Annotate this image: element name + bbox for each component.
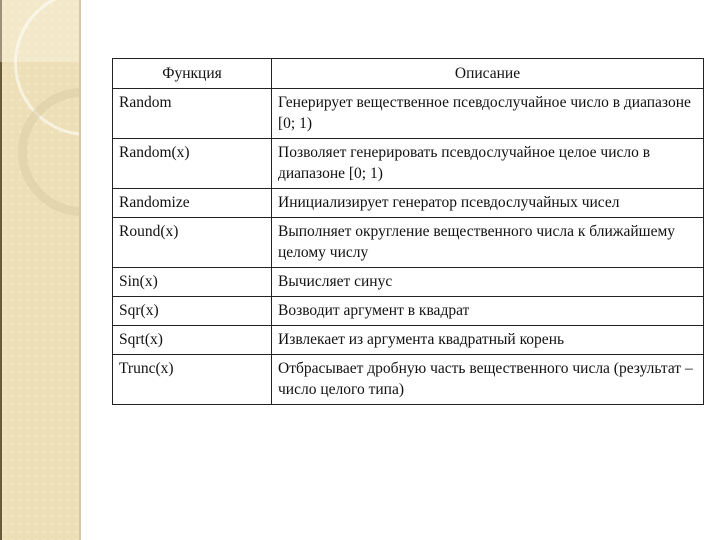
function-description: Возводит аргумент в квадрат	[272, 297, 704, 326]
function-description: Инициализирует генератор псевдослучайных чисел	[272, 189, 704, 218]
header-description: Описание	[272, 59, 704, 89]
table-row	[113, 297, 704, 326]
decorative-side-strip	[0, 0, 81, 540]
table-row	[113, 355, 704, 405]
function-description: Извлекает из аргумента квадратный корень	[272, 326, 704, 355]
function-description: Отбрасывает дробную часть вещественного числа (результат – число целого типа)	[272, 355, 704, 405]
function-description: Генерирует вещественное псевдослучайное число в диапазоне [0; 1)	[272, 89, 704, 139]
table-row	[113, 326, 704, 355]
function-name: Sin(x)	[113, 268, 272, 297]
function-name: Round(x)	[113, 218, 272, 268]
function-description: Вычисляет синус	[272, 268, 704, 297]
function-name: Random	[113, 89, 272, 139]
table-row	[113, 89, 704, 139]
function-name: Randomize	[113, 189, 272, 218]
table-row	[113, 268, 704, 297]
table-row	[113, 189, 704, 218]
table-row	[113, 218, 704, 268]
function-name: Random(x)	[113, 139, 272, 189]
header-function: Функция	[113, 59, 272, 89]
table-row	[113, 139, 704, 189]
function-name: Sqrt(x)	[113, 326, 272, 355]
function-description: Выполняет округление вещественного числа к ближайшему целому числу	[272, 218, 704, 268]
function-name: Trunc(x)	[113, 355, 272, 405]
function-description: Позволяет генерировать псевдослучайное целое число в диапазоне [0; 1)	[272, 139, 704, 189]
table-header-row	[113, 59, 704, 89]
function-name: Sqr(x)	[113, 297, 272, 326]
functions-table	[112, 58, 704, 405]
